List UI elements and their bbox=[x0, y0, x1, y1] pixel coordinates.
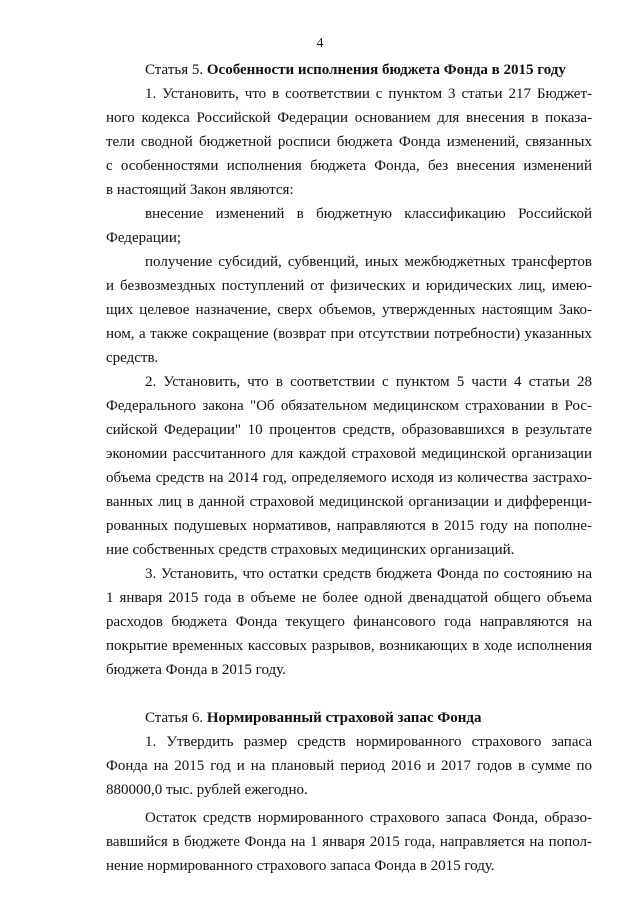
text-line: покрытие временных кассовых разрывов, возникающих в ходе исполнения bbox=[106, 638, 592, 654]
text-line: Федерации; bbox=[106, 230, 182, 246]
text-line: ванных лиц в данной страховой медицинской организации и дифференци- bbox=[106, 494, 592, 510]
text-line: получение субсидий, субвенций, иных межбюджетных трансфертов bbox=[145, 254, 592, 270]
article-5-title: Особенности исполнения бюджета Фонда в 2015 году bbox=[206, 62, 566, 78]
text-line: 880000,0 тыс. рублей ежегодно. bbox=[106, 782, 308, 798]
text-line: 3. Установить, что остатки средств бюджета Фонда по состоянию на bbox=[145, 566, 592, 582]
page-number: 4 bbox=[316, 36, 324, 51]
text-line: объема средств на 2014 год, определяемого исходя из количества застрахо- bbox=[106, 470, 592, 486]
article-6-title: Нормированный страховой запас Фонда bbox=[206, 710, 482, 726]
text-line: Федерального закона "Об обязательном медицинском страховании в Рос- bbox=[106, 398, 592, 414]
text-line: вавшийся в бюджете Фонда на 1 января 2015 года, направляется на попол- bbox=[106, 834, 592, 850]
text-line: ного кодекса Российской Федерации основанием для внесения в показа- bbox=[106, 110, 592, 126]
text-line: 1. Утвердить размер средств нормированного страхового запаса bbox=[145, 734, 592, 750]
text-line: и безвозмездных поступлений от физических и юридических лиц, имею- bbox=[106, 278, 592, 294]
text-line: внесение изменений в бюджетную классификацию Российской bbox=[145, 206, 592, 222]
text-line: бюджета Фонда в 2015 году. bbox=[106, 662, 286, 678]
article-6-prefix: Статья 6. bbox=[145, 710, 207, 726]
text-line: нение нормированного страхового запаса Фонда в 2015 году. bbox=[106, 858, 495, 874]
text-line: 1 января 2015 года в объеме не более одной двенадцатой общего объема bbox=[106, 590, 592, 606]
text-line: в настоящий Закон являются: bbox=[106, 182, 294, 198]
text-line: сийской Федерации" 10 процентов средств, образовавшихся в результате bbox=[106, 422, 592, 438]
text-line: ном, а также сокращение (возврат при отсутствии потребности) указанных bbox=[106, 326, 592, 342]
text-line: рованных подушевых нормативов, направляются в 2015 году на пополне- bbox=[106, 518, 592, 534]
text-line: Фонда на 2015 год и на плановый период 2016 и 2017 годов в сумме по bbox=[106, 758, 592, 774]
text-line: щих целевое назначение, сверх объемов, утвержденных настоящим Зако- bbox=[106, 302, 592, 318]
text-line: расходов бюджета Фонда текущего финансового года направляются на bbox=[106, 614, 592, 630]
text-line: 2. Установить, что в соответствии с пунктом 5 части 4 статьи 28 bbox=[145, 374, 592, 390]
article-6-heading bbox=[145, 708, 592, 728]
text-line: средств. bbox=[106, 350, 159, 366]
text-line: 1. Установить, что в соответствии с пунктом 3 статьи 217 Бюджет- bbox=[145, 86, 592, 102]
text-line: тели сводной бюджетной росписи бюджета Фонда изменений, связанных bbox=[106, 134, 592, 150]
article-5-heading bbox=[145, 60, 592, 80]
text-line: с особенностями исполнения бюджета Фонда, без внесения изменений bbox=[106, 158, 592, 174]
text-line: Остаток средств нормированного страхового запаса Фонда, образо- bbox=[145, 810, 592, 826]
text-line: ние собственных средств страховых медицинских организаций. bbox=[106, 542, 515, 558]
article-5-prefix: Статья 5. bbox=[145, 62, 207, 78]
text-line: экономии рассчитанного для каждой страховой медицинской организации bbox=[106, 446, 592, 462]
